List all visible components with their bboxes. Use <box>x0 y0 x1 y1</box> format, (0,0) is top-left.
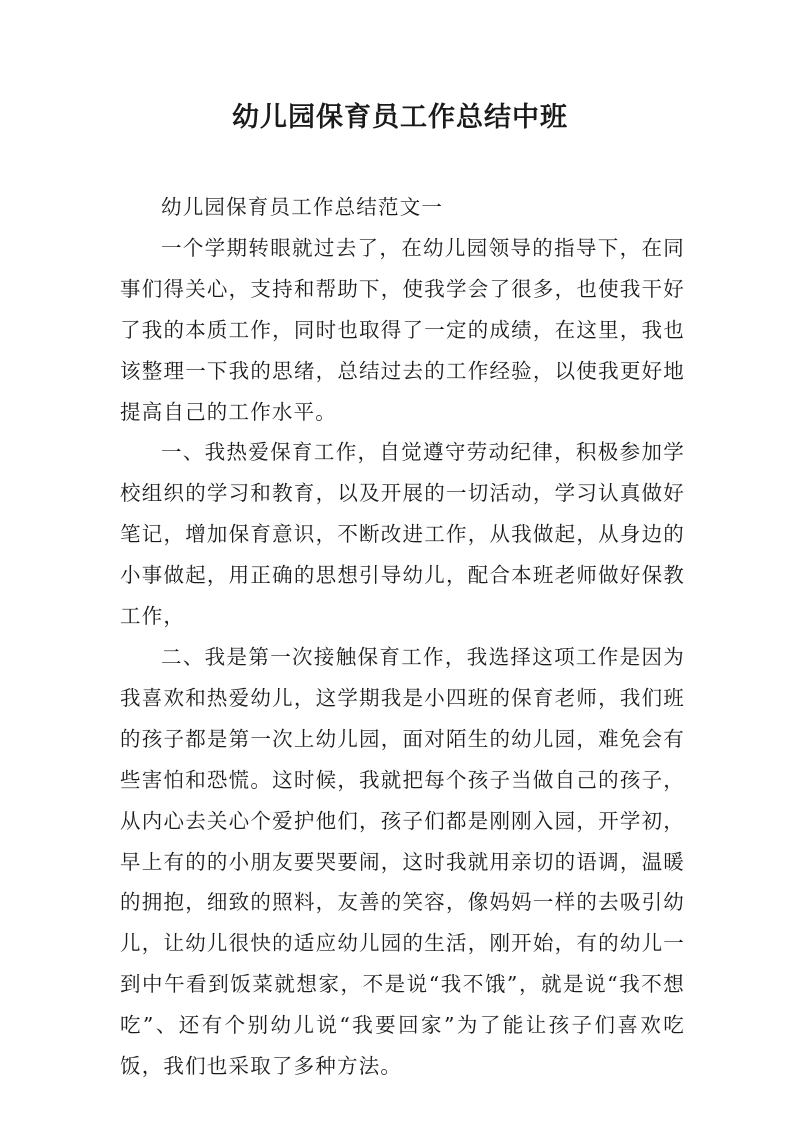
paragraph-intro: 一个学期转眼就过去了，在幼儿园领导的指导下，在同事们得关心，支持和帮助下，使我学会了很多，也使我干好了我的本质工作，同时也取得了一定的成绩，在这里，我也该整理一下我的思绪，总结过去的工作经验，以使我更好地提高自己的工作水平。 <box>120 235 685 424</box>
document-body <box>120 187 685 1087</box>
paragraph-subtitle: 幼儿园保育员工作总结范文一 <box>161 195 444 219</box>
paragraph-section-one: 一、我热爱保育工作，自觉遵守劳动纪律，积极参加学校组织的学习和教育，以及开展的一切活动，学习认真做好笔记，增加保育意识，不断改进工作，从我做起，从身边的小事做起，用正确的思想引导幼儿，配合本班老师做好保教工作， <box>120 440 685 629</box>
paragraph-section-two: 二、我是第一次接触保育工作，我选择这项工作是因为我喜欢和热爱幼儿，这学期我是小四班的保育老师，我们班的孩子都是第一次上幼儿园，面对陌生的幼儿园，难免会有些害怕和恐慌。这时候，我就把每个孩子当做自己的孩子，从内心去关心个爱护他们，孩子们都是刚刚入园，开学初，早上有的的小朋友要哭要闹，这时我就用亲切的语调，温暖的拥抱，细致的照料，友善的笑容，像妈妈一样的去吸引幼儿，让幼儿很快的适应幼儿园的生活，刚开始，有的幼儿一到中午看到饭菜就想家，不是说“我不饿”，就是说“我不想吃”、还有个别幼儿说“我要回家”为了能让孩子们喜欢吃饭，我们也采取了多种方法。 <box>120 644 685 1079</box>
document-title: 幼儿园保育员工作总结中班 <box>232 102 568 133</box>
